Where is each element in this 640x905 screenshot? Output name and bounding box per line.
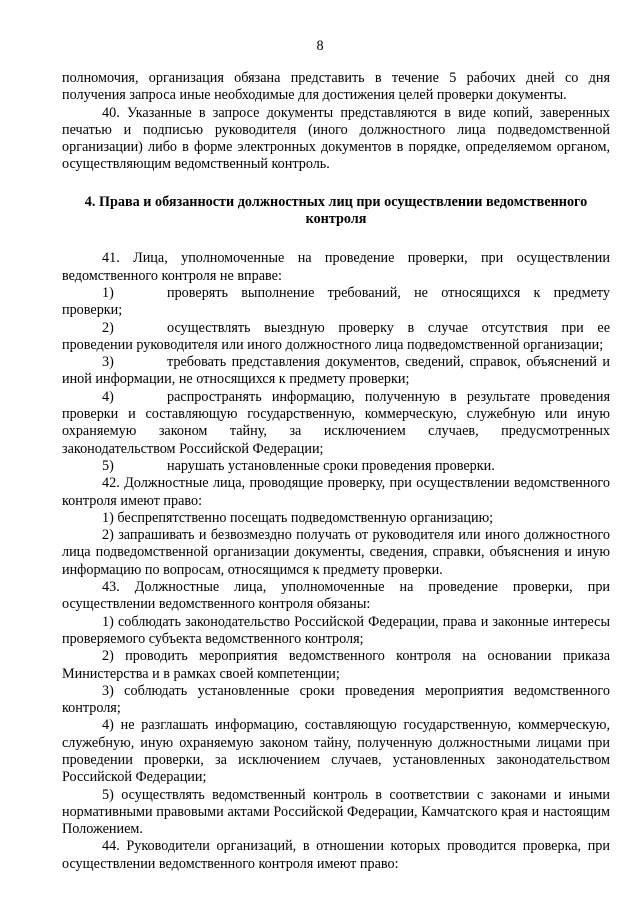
paragraph-41-item — [62, 285, 610, 320]
paragraph-42-item: 2) запрашивать и безвозмездно получать от руководителя или иного должностного лица подведомственной организации документы, сведения, справки, объяснения и иную информацию по вопросам, относящимся к предмету проверки. — [62, 527, 610, 578]
item-text: проверять выполнение требований, не относящихся к предмету проверки; — [62, 284, 610, 319]
section-heading: 4. Права и обязанности должностных лиц при осуществлении ведомственного контроля — [84, 193, 588, 228]
paragraph-41-item — [62, 389, 610, 458]
paragraph-41-item — [62, 458, 610, 475]
item-text: осуществлять выездную проверку в случае отсутствия при ее проведении руководителя или иного должностного лица подведомственной организации; — [62, 319, 610, 353]
paragraph-43-item: 5) осуществлять ведомственный контроль в соответствии с законами и иными нормативными правовыми актами Российской Федерации, Камчатского края и настоящим Положением. — [62, 786, 610, 838]
paragraph-44: 44. Руководители организаций, в отношении которых проводится проверка, при осуществлении ведомственного контроля имеют право: — [62, 838, 610, 872]
paragraph-41-item — [62, 354, 610, 389]
paragraph-43-intro: 43. Должностные лица, уполномоченные на проведение проверки, при осуществлении ведомственного контроля обязаны: — [62, 579, 610, 613]
paragraph-41-item — [62, 320, 610, 355]
page-number: 8 — [316, 38, 324, 54]
paragraph-43-item: 4) не разглашать информацию, составляющую государственную, коммерческую, служебную, иную охраняемую законом тайну, полученную должностными лицами при проведении проверки, за исключением случаев, установленных законодательством Российской Федерации; — [62, 717, 610, 786]
paragraph-39-continuation: полномочия, организация обязана представить в течение 5 рабочих дней со дня получения запроса иные необходимые для достижения целей проверки документы. — [62, 70, 610, 104]
paragraph-41-intro: 41. Лица, уполномоченные на проведение проверки, при осуществлении ведомственного контроля не вправе: — [62, 250, 610, 284]
item-number: 3) — [102, 354, 114, 371]
item-text: нарушать установленные сроки проведения проверки. — [167, 457, 495, 474]
item-number: 2) — [102, 319, 114, 336]
paragraph-42-intro: 42. Должностные лица, проводящие проверку, при осуществлении ведомственного контроля имеют право: — [62, 475, 610, 509]
document-body — [62, 70, 610, 873]
item-text: требовать представления документов, сведений, справок, объяснений и иной информации, не относящихся к предмету проверки; — [62, 354, 610, 388]
item-number: 5) — [102, 457, 114, 474]
paragraph-40: 40. Указанные в запросе документы представляются в виде копий, заверенных печатью и подписью руководителя (иного должностного лица подведомственной организации) либо в форме электронных документов в порядке, определяемом органом, осуществляющим ведомственный контроль. — [62, 104, 610, 173]
paragraph-43-item: 3) соблюдать установленные сроки проведения мероприятия ведомственного контроля; — [62, 682, 610, 717]
item-number: 4) — [102, 388, 114, 405]
item-number: 1) — [102, 284, 114, 301]
paragraph-43-item: 2) проводить мероприятия ведомственного контроля на основании приказа Министерства и в рамках своей компетенции; — [62, 648, 610, 682]
paragraph-43-item: 1) соблюдать законодательство Российской Федерации, права и законные интересы проверяемого субъекта ведомственного контроля; — [62, 613, 610, 647]
item-text: распространять информацию, полученную в результате проведения проверки и составляющую государственную, коммерческую, служебную или иную охраняемую законом тайну, за исключением случаев, предусмотренных законодательством Российской Федерации; — [62, 388, 610, 457]
paragraph-42-item: 1) беспрепятственно посещать подведомственную организацию; — [102, 509, 494, 526]
